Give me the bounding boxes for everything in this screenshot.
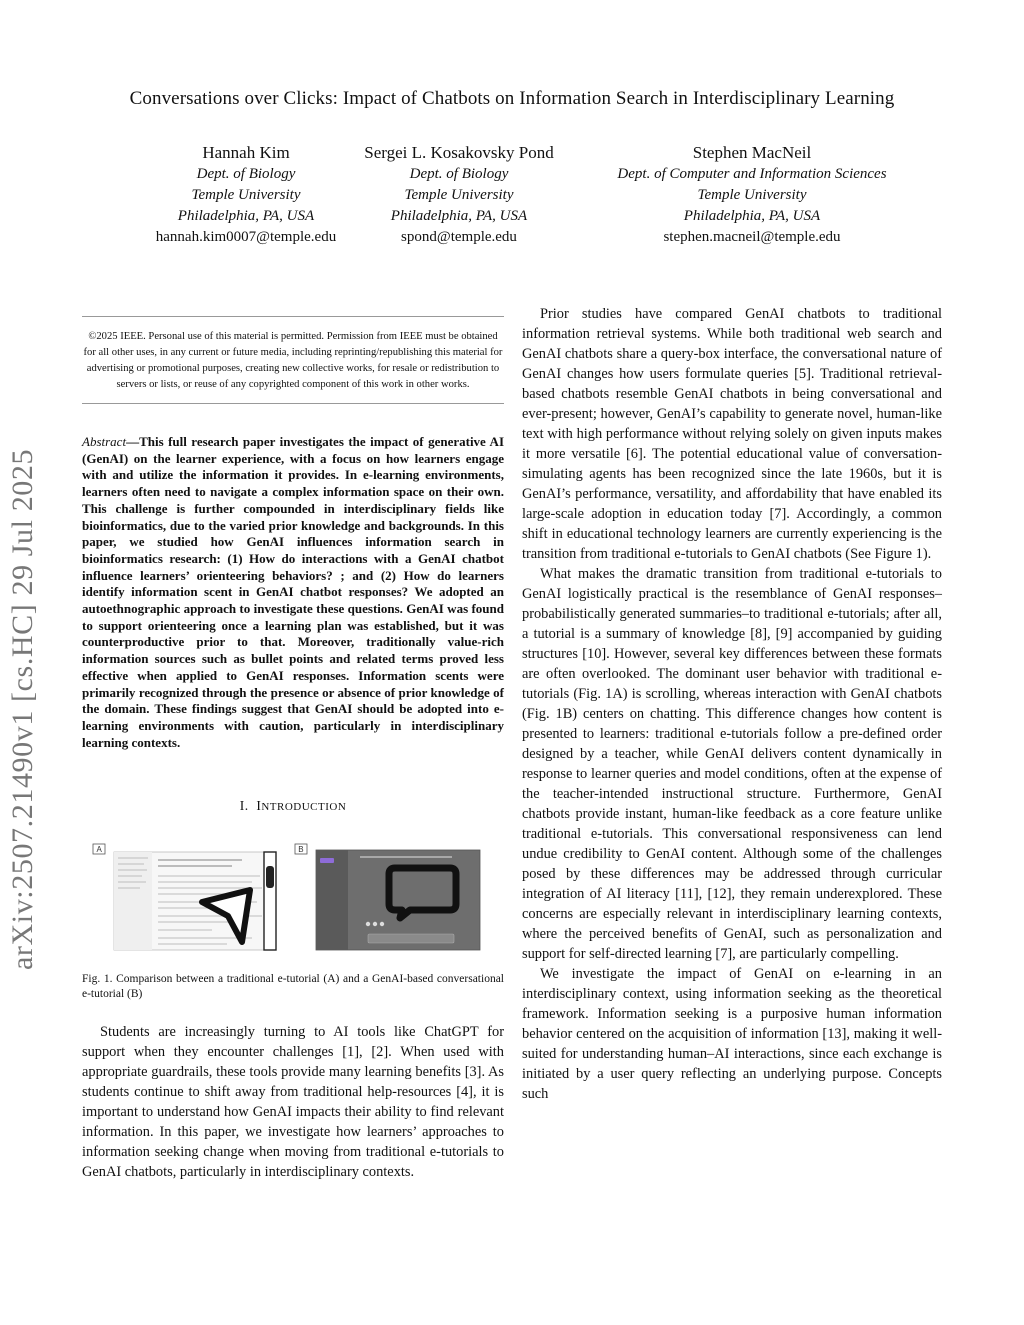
body-paragraph: Prior studies have compared GenAI chatbots to traditional information retrieval systems. While both traditional web search and GenAI chatbots share a query-box interface, the conversational nature of GenAI changes how users formulate queries [5]. Traditional retrieval-based chatbots resemble GenAI chatbots in being conversational and ever-present; however, GenAI’s capability to generate novel, human-like text with high performance without relying solely on given inputs makes it more versatile [6]. The potential educational value of conversation-simulating agents has been recognized since the late 1960s, but it is GenAI’s performance, versatility, and affordability that have enabled its large-scale adoption in education today [7]. Accordingly, a common shift in educational technology learners are currently experiencing is the transition from traditional e-tutorials to GenAI chatbots (See Figure 1).: [522, 306, 942, 562]
author-univ: Temple University: [191, 187, 301, 203]
figure-panel-a: [93, 844, 276, 950]
author-univ: Temple University: [697, 187, 807, 203]
figure-caption: Fig. 1. Comparison between a traditional e-tutorial (A) and a GenAI-based conversational e-tutorial (B): [82, 973, 504, 1000]
author-location: Philadelphia, PA, USA: [177, 208, 315, 224]
panel-a-label: A: [96, 845, 102, 854]
typing-dot: [366, 922, 370, 926]
typing-dot: [373, 922, 377, 926]
author-univ: Temple University: [404, 187, 514, 203]
author-email[interactable]: spond@temple.edu: [401, 229, 517, 245]
section-number: I.: [239, 798, 249, 813]
author-location: Philadelphia, PA, USA: [683, 208, 821, 224]
chat-input-box: [368, 934, 454, 943]
body-paragraph: We investigate the impact of GenAI on e-learning in an interdisciplinary context, using information seeking as the theoretical framework. Information seeking is a purposive human information behavior centered on the acquisition of information [13], making it well-suited for understanding human–AI interactions, since each exchange is initiated by a user query reflecting an underlying purpose. Concepts such: [522, 966, 942, 1102]
author-dept: Dept. of Computer and Information Sciences: [617, 166, 887, 182]
chatbot-new-chat: [320, 858, 334, 863]
author-name: Sergei L. Kosakovsky Pond: [364, 143, 554, 162]
author-block-3: [586, 142, 918, 248]
figure-panel-b: [295, 844, 480, 950]
abstract-label: Abstract: [82, 434, 127, 449]
author-email[interactable]: stephen.macneil@temple.edu: [663, 229, 841, 245]
body-paragraph: Students are increasingly turning to AI tools like ChatGPT for support when they encounter challenges [1], [2]. When used with appropriate guardrails, these tools provide many learning benefits [3]. As students continue to shift away from traditional help-resources [4], it is important to understand how GenAI impacts their ability to find relevant information. In this paper, we investigate how learners’ approaches to information seeking change when moving from traditional e-tutorials to GenAI chatbots, particularly in interdisciplinary contexts.: [82, 1024, 504, 1180]
abstract-text: —This full research paper investigates the impact of generative AI (GenAI) on the learner experience, with a focus on how learners engage with and utilize the information it provides. In e-learning environments, learners often need to navigate a complex information space on their own. This challenge is further compounded in interdisciplinary fields like bioinformatics, due to the varied prior knowledge and backgrounds. In this paper, we studied how GenAI influences information search in bioinformatics research: (1) How do interactions with a GenAI chatbot influence learners’ orienteering behaviors? ; and (2) How do learners identify information scent in GenAI chatbot responses? We adopted an autoethnographic approach to investigate these questions. GenAI was found to support orienteering once a learning plan was established, but it was counterproductive prior to that. Moreover, traditionally value-rich information sources such as bullet points and related terms proved less effective when applied to GenAI responses. Information scents were primarily recognized through the presence or absence of prior knowledge of the domain. These findings suggest that GenAI should be adopted into e-learning environments with caution, particularly in interdisciplinary learning contexts.: [82, 434, 504, 750]
author-location: Philadelphia, PA, USA: [390, 208, 528, 224]
body-paragraph: What makes the dramatic transition from traditional e-tutorials to GenAI logistically practical is the resemblance of GenAI responses–probabilistically generated summaries–to traditional e-tutorials; after all, a tutorial is a summary of knowledge [8], [9] accompanied by guiding structures [10]. However, several key differences between these formats are often overlooked. The dominant user behavior with traditional e-tutorials (Fig. 1A) is scrolling, whereas interaction with GenAI chatbots (Fig. 1B) centers on chatting. This difference changes how content is presented to learners: traditional e-tutorials follow a pre-defined order designed by a teacher, while GenAI delivers content dynamically in response to learner queries and model conditions, often at the expense of the teacher-intended instructional structure. Furthermore, GenAI chatbots provide instant, human-like feedback as a core feature unlike traditional e-tutorials. This conversational responsiveness can lend undue credibility to GenAI content. Although some of the challenges posed by these differences may be addressed through curricular integration of AI literacy [11], [12], they remain underexplored. These concerns are especially relevant in interdisciplinary learning contexts, where the perceived benefits of GenAI, such as personalization and support for self-directed learning [7], are particularly compelling.: [522, 566, 942, 962]
arxiv-side-stamp: arXiv:2507.21490v1 [cs.HC] 29 Jul 2025: [6, 448, 39, 970]
author-dept: Dept. of Biology: [409, 166, 509, 182]
author-name: Stephen MacNeil: [692, 143, 812, 162]
author-name: Hannah Kim: [202, 143, 290, 162]
figure-1: [92, 842, 482, 954]
author-email[interactable]: hannah.kim0007@temple.edu: [155, 229, 337, 245]
panel-b-label: B: [298, 845, 304, 854]
author-block-2: [330, 142, 588, 248]
author-dept: Dept. of Biology: [196, 166, 296, 182]
paper-title: Conversations over Clicks: Impact of Chatbots on Information Search in Interdisciplinary Learning: [129, 88, 895, 109]
section-title-rest: NTRODUCTION: [261, 801, 347, 813]
section-heading: [82, 798, 504, 814]
copyright-notice: ©2025 IEEE. Personal use of this material is permitted. Permission from IEEE must be obtained for all other uses, in any current or future media, including reprinting/republishing this material for advertising or promotional purposes, creating new collective works, for resale or redistribution to servers or lists, or reuse of any copyrighted component of this work in other works.: [82, 316, 504, 404]
typing-dot: [380, 922, 384, 926]
left-column-body: [82, 1022, 504, 1182]
abstract: [82, 434, 504, 751]
scrollbar-thumb: [266, 866, 274, 888]
section-title-first: I: [256, 798, 262, 813]
tutorial-sidebar: [114, 852, 152, 950]
right-column-body: [522, 304, 942, 1104]
chatbot-sidebar: [316, 850, 348, 950]
